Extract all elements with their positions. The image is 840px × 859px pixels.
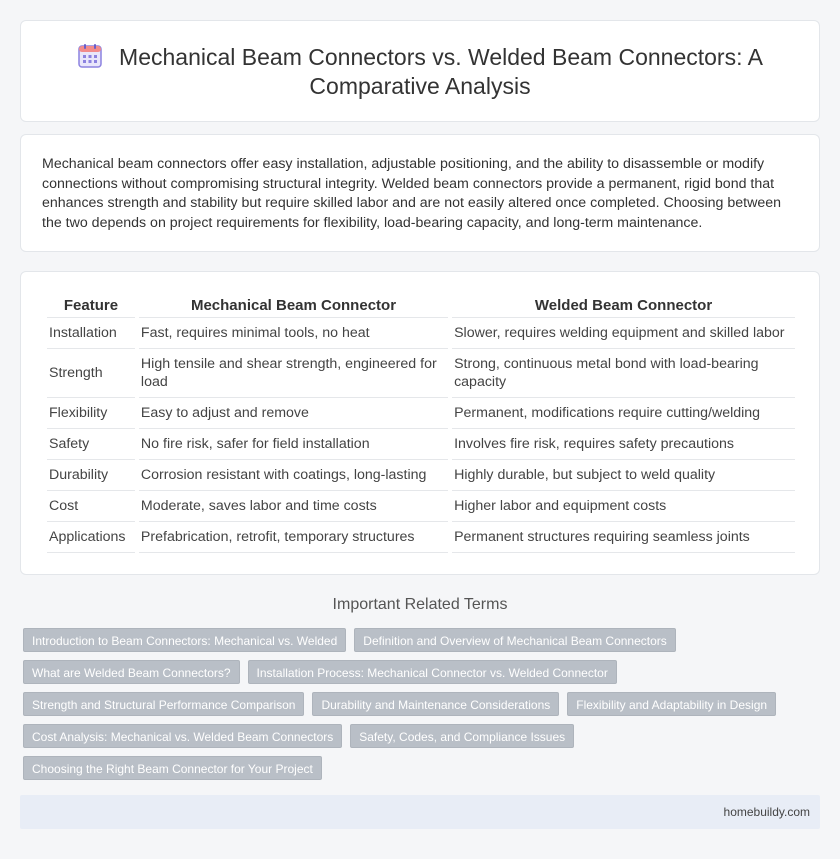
footer-site-link[interactable]: homebuildy.com [723,805,810,819]
related-terms-list [23,628,813,780]
calendar-icon [77,43,103,69]
table-row [47,318,795,349]
table-cell-welded: Permanent structures requiring seamless joints [452,522,795,553]
table-cell-feature: Safety [47,429,135,460]
table-row [47,460,795,491]
header-card [20,20,820,122]
table-cell-mechanical: Moderate, saves labor and time costs [139,491,448,522]
table-cell-welded: Slower, requires welding equipment and skilled labor [452,318,795,349]
comparison-table [43,294,799,553]
table-cell-welded: Higher labor and equipment costs [452,491,795,522]
table-cell-mechanical: No fire risk, safer for field installation [139,429,448,460]
table-row [47,491,795,522]
table-header-cell: Mechanical Beam Connector [139,294,448,318]
table-cell-mechanical: Prefabrication, retrofit, temporary structures [139,522,448,553]
table-cell-mechanical: Easy to adjust and remove [139,398,448,429]
table-cell-feature: Flexibility [47,398,135,429]
table-row [47,398,795,429]
related-term-tag[interactable]: Choosing the Right Beam Connector for Your Project [23,756,322,780]
table-row [47,429,795,460]
page-title: Mechanical Beam Connectors vs. Welded Beam Connectors: A Comparative Analysis [119,44,763,99]
intro-card [20,134,820,252]
footer [20,795,820,829]
page-title-wrap [61,43,779,101]
table-cell-feature: Applications [47,522,135,553]
intro-paragraph: Mechanical beam connectors offer easy installation, adjustable positioning, and the ability to disassemble or modify connections without compromising structural integrity. Welded beam connectors provide a permanent, rigid bond that enhances strength and stability but require skilled labor and are not easily altered once completed. Choosing between the two depends on project requirements for flexibility, load-bearing capacity, and long-term maintenance. [42,156,781,231]
table-row [47,349,795,398]
table-cell-mechanical: Fast, requires minimal tools, no heat [139,318,448,349]
table-cell-welded: Strong, continuous metal bond with load-bearing capacity [452,349,795,398]
related-terms-title: Important Related Terms [332,596,508,613]
table-cell-feature: Installation [47,318,135,349]
table-cell-welded: Involves fire risk, requires safety precautions [452,429,795,460]
related-term-tag[interactable]: Strength and Structural Performance Comparison [23,692,304,716]
table-header-row [47,294,795,318]
table-cell-feature: Durability [47,460,135,491]
related-term-tag[interactable]: Installation Process: Mechanical Connector vs. Welded Connector [248,660,617,684]
table-cell-mechanical: Corrosion resistant with coatings, long-lasting [139,460,448,491]
comparison-table-card [20,271,820,575]
table-row [47,522,795,553]
related-term-tag[interactable]: Durability and Maintenance Considerations [312,692,559,716]
table-cell-feature: Strength [47,349,135,398]
related-term-tag[interactable]: Cost Analysis: Mechanical vs. Welded Beam Connectors [23,724,342,748]
table-cell-welded: Highly durable, but subject to weld quality [452,460,795,491]
table-header-cell: Welded Beam Connector [452,294,795,318]
related-term-tag[interactable]: Safety, Codes, and Compliance Issues [350,724,574,748]
table-header-cell: Feature [47,294,135,318]
related-term-tag[interactable]: Definition and Overview of Mechanical Beam Connectors [354,628,675,652]
table-cell-feature: Cost [47,491,135,522]
related-term-tag[interactable]: Flexibility and Adaptability in Design [567,692,776,716]
table-cell-mechanical: High tensile and shear strength, engineered for load [139,349,448,398]
table-cell-welded: Permanent, modifications require cutting/welding [452,398,795,429]
related-term-tag[interactable]: What are Welded Beam Connectors? [23,660,240,684]
related-term-tag[interactable]: Introduction to Beam Connectors: Mechanical vs. Welded [23,628,346,652]
